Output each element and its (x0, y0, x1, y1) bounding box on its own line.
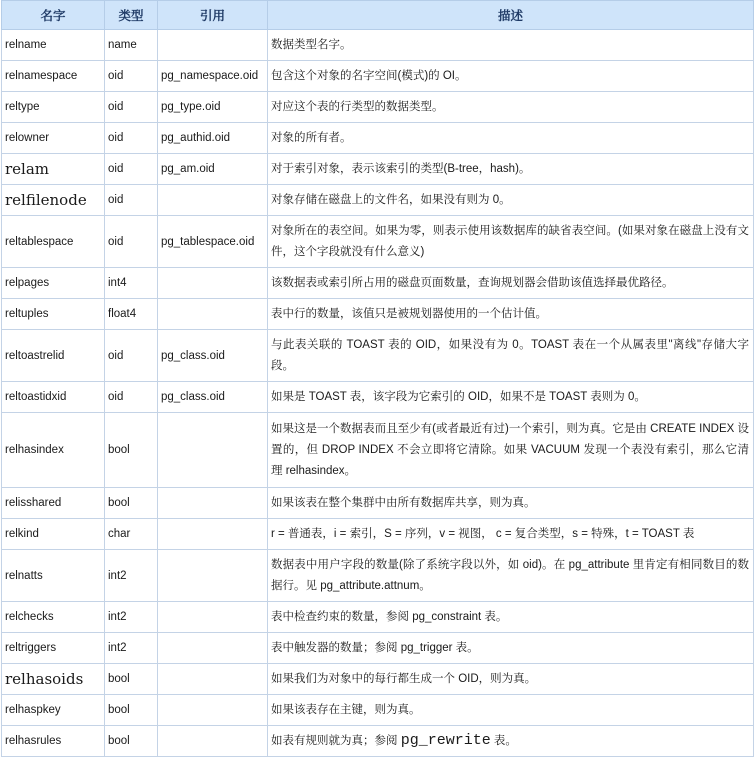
cell-name: relhasoids (2, 664, 105, 695)
cell-reference (158, 664, 268, 695)
cell-description: 对应这个表的行类型的数据类型。 (268, 92, 754, 123)
cell-reference (158, 413, 268, 488)
cell-reference: pg_tablespace.oid (158, 216, 268, 268)
table-row (2, 695, 754, 726)
table-row (2, 633, 754, 664)
cell-name: relisshared (2, 488, 105, 519)
cell-type: oid (105, 92, 158, 123)
cell-type: oid (105, 330, 158, 382)
table-row (2, 154, 754, 185)
cell-name: relkind (2, 519, 105, 550)
cell-description (268, 726, 754, 757)
cell-type: char (105, 519, 158, 550)
cell-reference (158, 550, 268, 602)
cell-type: oid (105, 216, 158, 268)
cell-name: relam (2, 154, 105, 185)
cell-name: relname (2, 30, 105, 61)
cell-type: float4 (105, 299, 158, 330)
cell-reference (158, 299, 268, 330)
cell-name: reltriggers (2, 633, 105, 664)
cell-description: 数据表中用户字段的数量(除了系统字段以外，如 oid)。在 pg_attribute 里肯定有相同数目的数据行。见 pg_attribute.attnum。 (268, 550, 754, 602)
system-catalog-table (1, 0, 754, 757)
cell-type: bool (105, 413, 158, 488)
cell-type: oid (105, 185, 158, 216)
cell-reference (158, 519, 268, 550)
cell-name: relfilenode (2, 185, 105, 216)
cell-type: oid (105, 123, 158, 154)
table-row (2, 61, 754, 92)
table-row (2, 330, 754, 382)
cell-description: 如果该表在整个集群中由所有数据库共享，则为真。 (268, 488, 754, 519)
cell-type: name (105, 30, 158, 61)
cell-description: 如果我们为对象中的每行都生成一个 OID，则为真。 (268, 664, 754, 695)
table-row (2, 550, 754, 602)
table-row (2, 299, 754, 330)
cell-description: 表中行的数量，该值只是被规划器使用的一个估计值。 (268, 299, 754, 330)
header-type: 类型 (105, 1, 158, 30)
cell-reference: pg_class.oid (158, 382, 268, 413)
cell-description: 如果是 TOAST 表，该字段为它索引的 OID，如果不是 TOAST 表则为 0。 (268, 382, 754, 413)
table-row (2, 382, 754, 413)
cell-type: bool (105, 695, 158, 726)
cell-reference (158, 185, 268, 216)
cell-name: reltype (2, 92, 105, 123)
cell-reference (158, 488, 268, 519)
cell-name: reltuples (2, 299, 105, 330)
cell-name: reltablespace (2, 216, 105, 268)
table-row (2, 602, 754, 633)
description-text: 表。 (490, 735, 517, 747)
cell-reference: pg_namespace.oid (158, 61, 268, 92)
cell-reference (158, 633, 268, 664)
header-reference: 引用 (158, 1, 268, 30)
cell-name: relnamespace (2, 61, 105, 92)
cell-reference (158, 695, 268, 726)
cell-reference (158, 726, 268, 757)
description-text: 如表有规则就为真；参阅 (271, 735, 401, 747)
cell-name: relhasindex (2, 413, 105, 488)
cell-name: reltoastidxid (2, 382, 105, 413)
table-row (2, 664, 754, 695)
cell-type: oid (105, 61, 158, 92)
cell-type: int2 (105, 602, 158, 633)
table-row (2, 488, 754, 519)
code-reference: pg_rewrite (400, 732, 491, 749)
cell-reference (158, 268, 268, 299)
cell-description: 数据类型名字。 (268, 30, 754, 61)
cell-reference (158, 602, 268, 633)
cell-reference: pg_type.oid (158, 92, 268, 123)
cell-reference: pg_class.oid (158, 330, 268, 382)
cell-description: 该数据表或索引所占用的磁盘页面数量，查询规划器会借助该值选择最优路径。 (268, 268, 754, 299)
cell-description: 对象所在的表空间。如果为零，则表示使用该数据库的缺省表空间。(如果对象在磁盘上没有文件，这个字段就没有什么意义) (268, 216, 754, 268)
cell-type: bool (105, 726, 158, 757)
cell-description: 如果这是一个数据表而且至少有(或者最近有过)一个索引，则为真。它是由 CREATE INDEX 设置的，但 DROP INDEX 不会立即将它清除。如果 VACUUM 发现一个表没有索引，那么它清理 relhasindex。 (268, 413, 754, 488)
table-row (2, 216, 754, 268)
cell-description: 对于索引对象，表示该索引的类型(B-tree，hash)。 (268, 154, 754, 185)
cell-type: oid (105, 382, 158, 413)
table-row (2, 268, 754, 299)
cell-description: 与此表关联的 TOAST 表的 OID，如果没有为 0。TOAST 表在一个从属表里"离线"存储大字段。 (268, 330, 754, 382)
table-row (2, 519, 754, 550)
cell-name: reltoastrelid (2, 330, 105, 382)
cell-reference: pg_authid.oid (158, 123, 268, 154)
cell-reference: pg_am.oid (158, 154, 268, 185)
cell-type: int2 (105, 550, 158, 602)
cell-description: 如果该表存在主键，则为真。 (268, 695, 754, 726)
cell-type: int4 (105, 268, 158, 299)
header-name: 名字 (2, 1, 105, 30)
cell-description: 对象存储在磁盘上的文件名，如果没有则为 0。 (268, 185, 754, 216)
cell-name: relchecks (2, 602, 105, 633)
cell-type: bool (105, 664, 158, 695)
cell-name: relhaspkey (2, 695, 105, 726)
table-row (2, 92, 754, 123)
cell-name: relhasrules (2, 726, 105, 757)
table-row (2, 123, 754, 154)
cell-description: 表中触发器的数量；参阅 pg_trigger 表。 (268, 633, 754, 664)
cell-reference (158, 30, 268, 61)
cell-name: relnatts (2, 550, 105, 602)
cell-description: 对象的所有者。 (268, 123, 754, 154)
cell-description: 包含这个对象的名字空间(模式)的 OI。 (268, 61, 754, 92)
cell-name: relpages (2, 268, 105, 299)
table-row (2, 185, 754, 216)
cell-name: relowner (2, 123, 105, 154)
header-description: 描述 (268, 1, 754, 30)
cell-description: 表中检查约束的数量，参阅 pg_constraint 表。 (268, 602, 754, 633)
cell-type: bool (105, 488, 158, 519)
header-row (2, 1, 754, 30)
table-row (2, 413, 754, 488)
cell-description: r = 普通表，i = 索引，S = 序列，v = 视图， c = 复合类型，s = 特殊，t = TOAST 表 (268, 519, 754, 550)
table-row (2, 726, 754, 757)
cell-type: oid (105, 154, 158, 185)
cell-type: int2 (105, 633, 158, 664)
table-row (2, 30, 754, 61)
